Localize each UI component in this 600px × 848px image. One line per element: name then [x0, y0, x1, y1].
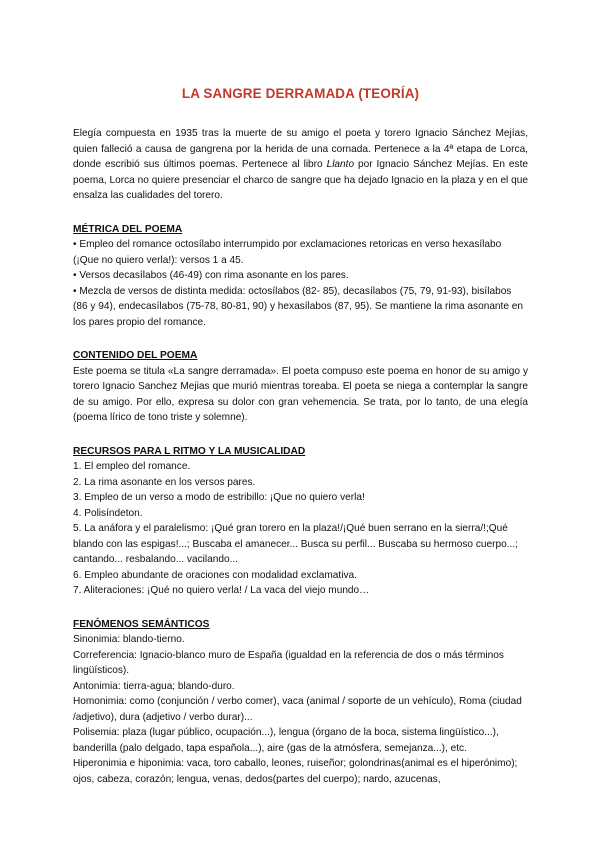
- document-page: [73, 86, 528, 787]
- semanticos-heading: FENÓMENOS SEMÁNTICOS: [73, 618, 210, 630]
- semanticos-section: [73, 617, 528, 788]
- contenido-section: [73, 348, 528, 426]
- semanticos-line: Sinonimia: blando-tierno.: [73, 634, 185, 645]
- contenido-heading: CONTENIDO DEL POEMA: [73, 350, 198, 361]
- metrica-section: [73, 222, 528, 331]
- intro-text-start: Elegía compuesta en 1935 tras la muerte de su amigo el poeta y torero Ignacio Sánchez Mejías, quien falleció a causa de gangrena por la herida de una cornada. Pertenece a la 4ª etapa de Lorca, donde escribió sus últimos poemas. Pertenece al libro: [73, 128, 528, 170]
- semanticos-line: Polisemia: plaza (lugar público, ocupación...), lengua (órgano de la boca, sistema lingüístico...), banderilla (palo delgado, tapa española...), aire (gas de la atmósfera, semejanza...), etc.: [73, 727, 499, 754]
- metrica-line: • Versos decasílabos (46-49) con rima asonante en los pares.: [73, 270, 349, 281]
- recursos-item: 5. La anáfora y el paralelismo: ¡Qué gran torero en la plaza!/¡Qué buen serrano en la sierra/!;Qué blando con las espigas!...; Buscaba el amanecer... Busca su perfil... Buscaba su hermoso cuerpo...; cantando... resbalando... vacilando...: [73, 523, 518, 565]
- semanticos-line: Hiperonimia e hiponimia: vaca, toro caballo, leones, ruiseñor; golondrinas(animal es el hiperónimo); ojos, cabeza, corazón; lengua, venas, dedos(partes del cuerpo); nardo, azucenas,: [73, 758, 518, 785]
- recursos-item: 2. La rima asonante en los versos pares.: [73, 476, 256, 488]
- recursos-item: 4. Polisíndeton.: [73, 507, 143, 519]
- recursos-section: [73, 444, 528, 599]
- recursos-item: 3. Empleo de un verso a modo de estribillo: ¡Que no quiero verla!: [73, 492, 365, 503]
- book-title-italic: Llanto: [326, 159, 355, 170]
- intro-text-end: por Ignacio Sánchez Mejías. En este poema, Lorca no quiere presenciar el charco de sangre que ha dejado Ignacio en la plaza y en el que ensalza las cualidades del torero.: [73, 159, 529, 201]
- intro-paragraph: [73, 126, 528, 204]
- semanticos-line: Antonimia: tierra-agua; blando-duro.: [73, 680, 235, 692]
- recursos-item: 7. Aliteraciones: ¡Qué no quiero verla! / La vaca del viejo mundo…: [73, 585, 370, 596]
- metrica-line: • Empleo del romance octosílabo interrumpido por exclamaciones retoricas en verso hexasílabo (¡Que no quiero verla!): versos 1 a 45.: [73, 239, 502, 266]
- semanticos-line: Homonimia: como (conjunción / verbo comer), vaca (animal / soporte de un vehículo), Roma (ciudad /adjetivo), dura (adjetivo / verbo durar)...: [73, 696, 522, 723]
- recursos-item: 1. El empleo del romance.: [73, 461, 191, 472]
- document-title: LA SANGRE DERRAMADA (TEORÍA): [181, 86, 420, 101]
- metrica-heading: MÉTRICA DEL POEMA: [73, 223, 183, 235]
- semanticos-line: Correferencia: Ignacio-blanco muro de España (igualdad en la referencia de dos o más términos lingüísticos).: [73, 649, 504, 676]
- contenido-paragraph: Este poema se titula «La sangre derramada». El poeta compuso este poema en honor de su amigo y torero Ignacio Sanchez Mejias que murió mientras toreaba. El poeta se niega a contemplar la sangre de su amigo. Por ello, expresa su dolor con gran vehemencia. Se trata, por lo tanto, de una elegía (poema lírico de tono triste y solemne).: [73, 365, 528, 423]
- recursos-heading: RECURSOS PARA L RITMO Y LA MUSICALIDAD: [73, 445, 306, 457]
- recursos-item: 6. Empleo abundante de oraciones con modalidad exclamativa.: [73, 569, 357, 581]
- metrica-line: • Mezcla de versos de distinta medida: octosílabos (82- 85), decasílabos (75, 79, 91-93), bisílabos (86 y 94), endecasílabos (75-78, 80-81, 90) y hexasílabos (87, 95). Se mantiene la rima asonante en los pares propio del romance.: [73, 285, 523, 328]
